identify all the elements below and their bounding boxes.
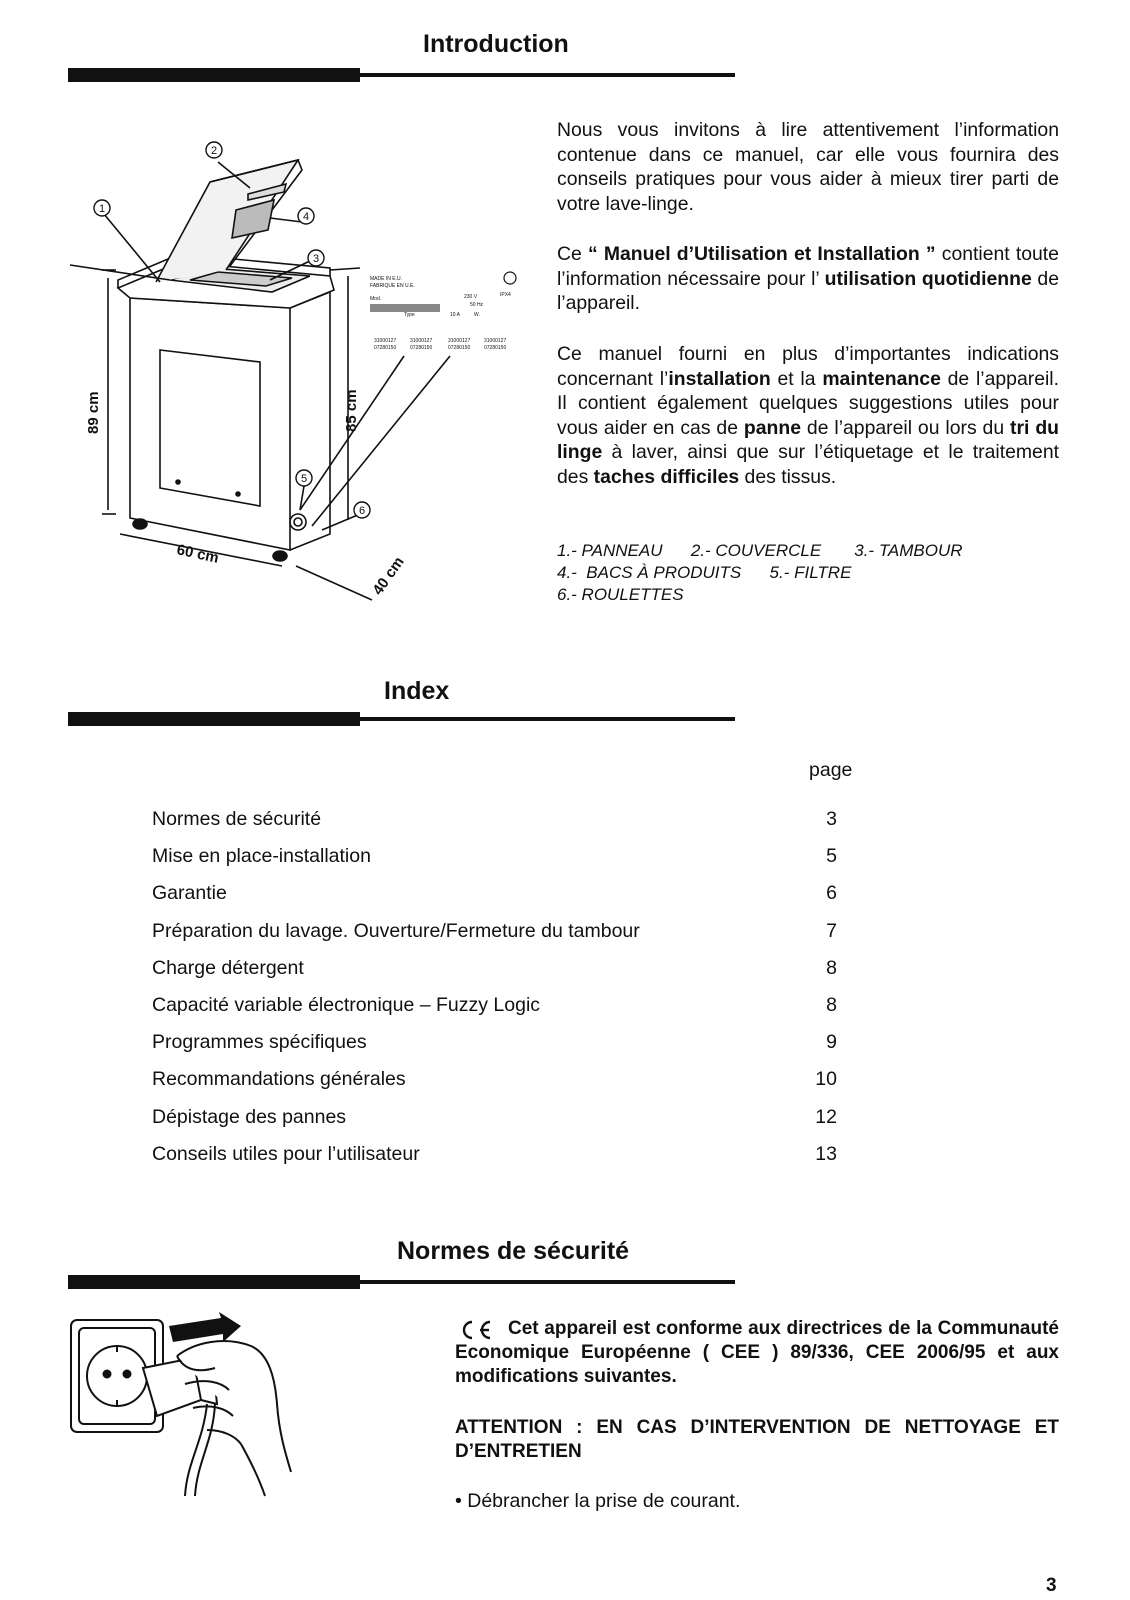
index-row bbox=[152, 957, 837, 987]
index-page-header: page bbox=[809, 759, 853, 781]
index-entry-label: Garantie bbox=[152, 882, 227, 905]
index-entry-page: 12 bbox=[815, 1105, 837, 1128]
safety-rule-thick bbox=[68, 1275, 360, 1289]
callout-3: 3 bbox=[312, 253, 320, 265]
intro-paragraph-3: Ce manuel fourni en plus d’importantes indications concernant l’installation et la maintenance de l’appareil. Il contient également quelques suggestions utiles pour vous aider en cas de panne de l’appareil ou lors du tri du linge à laver, ainsi que sur l’étiquetage et le traitement des taches difficiles des tissus. bbox=[557, 343, 1060, 488]
index-title: Index bbox=[384, 677, 450, 705]
index-entry-page: 5 bbox=[826, 845, 837, 868]
intro-paragraph-1: Nous vous invitons à lire attentivement l’information contenue dans ce manuel, car elle vous fournira des conseils pratiques pour vous aider à mieux tirer parti de votre lave-linge. bbox=[557, 119, 1059, 215]
page-number: 3 bbox=[1046, 1575, 1057, 1596]
svg-text:IPX4: IPX4 bbox=[500, 292, 511, 298]
index-row bbox=[152, 1068, 837, 1098]
index-entry-page: 6 bbox=[826, 882, 837, 905]
index-row bbox=[152, 1031, 837, 1061]
index-row bbox=[152, 845, 837, 875]
index-entry-label: Préparation du lavage. Ouverture/Fermeture du tambour bbox=[152, 919, 640, 942]
diagram-legend-line-1: 1.- PANNEAU 2.- COUVERCLE 3.- TAMBOUR bbox=[557, 541, 963, 560]
callout-6: 6 bbox=[358, 505, 366, 517]
attention-heading: ATTENTION : EN CAS D’INTERVENTION DE NETTOYAGE ET D’ENTRETIEN bbox=[455, 1417, 1059, 1462]
index-entry-page: 9 bbox=[826, 1031, 837, 1054]
svg-text:07280150: 07280150 bbox=[484, 345, 507, 351]
svg-text:31000127: 31000127 bbox=[410, 338, 433, 344]
callout-5: 5 bbox=[300, 473, 308, 485]
safety-title: Normes de sécurité bbox=[397, 1237, 630, 1265]
conformity-statement: Cet appareil est conforme aux directrices de la Communauté Economique Européenne ( CEE ) 89/336, CEE 2006/95 et aux modifications suivantes. bbox=[455, 1318, 1059, 1387]
svg-text:FABRIQUE EN U.E.: FABRIQUE EN U.E. bbox=[370, 283, 415, 289]
index-entry-page: 3 bbox=[826, 808, 837, 830]
index-entry-page: 7 bbox=[826, 919, 837, 942]
index-entry-label: Programmes spécifiques bbox=[152, 1031, 367, 1054]
diagram-legend-line-3: 6.- ROULETTES bbox=[557, 585, 684, 604]
svg-text:MADE IN E.U.: MADE IN E.U. bbox=[370, 276, 402, 282]
dim-height-89: 89 cm bbox=[85, 391, 102, 434]
intro-rule-thin bbox=[360, 73, 735, 77]
index-row bbox=[152, 920, 837, 950]
index-row bbox=[152, 1143, 837, 1173]
svg-text:W.: W. bbox=[474, 312, 480, 318]
index-entry-label: Conseils utiles pour l’utilisateur bbox=[152, 1142, 420, 1165]
index-entry-page: 10 bbox=[815, 1068, 837, 1091]
index-entry-label: Charge détergent bbox=[152, 956, 304, 979]
svg-text:31000127: 31000127 bbox=[484, 338, 507, 344]
callout-4: 4 bbox=[302, 211, 310, 223]
index-entry-page: 8 bbox=[826, 994, 837, 1016]
index-row bbox=[152, 994, 837, 1024]
svg-text:07280150: 07280150 bbox=[374, 345, 397, 351]
index-row bbox=[152, 882, 837, 912]
index-entry-label: Mise en place-installation bbox=[152, 845, 371, 868]
callout-2: 2 bbox=[210, 145, 218, 157]
svg-text:31000127: 31000127 bbox=[374, 338, 397, 344]
index-entry-label: Capacité variable électronique – Fuzzy Logic bbox=[152, 994, 541, 1016]
index-rule-thick bbox=[68, 712, 360, 726]
safety-rule-thin bbox=[360, 1280, 735, 1284]
dim-width-60: 60 cm bbox=[175, 541, 221, 567]
svg-text:50 Hz: 50 Hz bbox=[470, 302, 484, 308]
index-entry-label: Normes de sécurité bbox=[152, 808, 322, 830]
index-entry-page: 8 bbox=[826, 956, 837, 979]
callout-1: 1 bbox=[98, 203, 106, 215]
intro-paragraph-2: Ce “ Manuel d’Utilisation et Installation ” contient toute l’information nécessaire pour l’ utilisation quotidienne de l’appareil. bbox=[557, 243, 1059, 314]
svg-text:31000127: 31000127 bbox=[448, 338, 471, 344]
index-entry-label: Dépistage des pannes bbox=[152, 1105, 347, 1128]
dim-depth-40: 40 cm bbox=[369, 553, 408, 599]
intro-title: Introduction bbox=[423, 30, 569, 58]
rating-plate bbox=[370, 272, 516, 351]
svg-text:Type: Type bbox=[404, 312, 415, 318]
svg-text:07280150: 07280150 bbox=[410, 345, 433, 351]
dim-height-85: 85 cm bbox=[343, 389, 360, 432]
index-entry-page: 13 bbox=[815, 1142, 837, 1165]
unplug-illustration bbox=[65, 1312, 305, 1497]
unplug-instruction: • Débrancher la prise de courant. bbox=[455, 1490, 741, 1512]
index-row bbox=[152, 1106, 837, 1136]
index-row bbox=[152, 808, 837, 838]
diagram-legend-line-2: 4.- BACS À PRODUITS 5.- FILTRE bbox=[557, 563, 852, 582]
svg-text:10 A: 10 A bbox=[450, 312, 461, 318]
svg-text:07280150: 07280150 bbox=[448, 345, 471, 351]
washing-machine-diagram bbox=[60, 130, 540, 620]
svg-text:Mod.: Mod. bbox=[370, 296, 382, 302]
index-rule-thin bbox=[360, 717, 735, 721]
svg-text:230 V: 230 V bbox=[464, 294, 478, 300]
index-entry-label: Recommandations générales bbox=[152, 1068, 406, 1091]
intro-rule-thick bbox=[68, 68, 360, 82]
